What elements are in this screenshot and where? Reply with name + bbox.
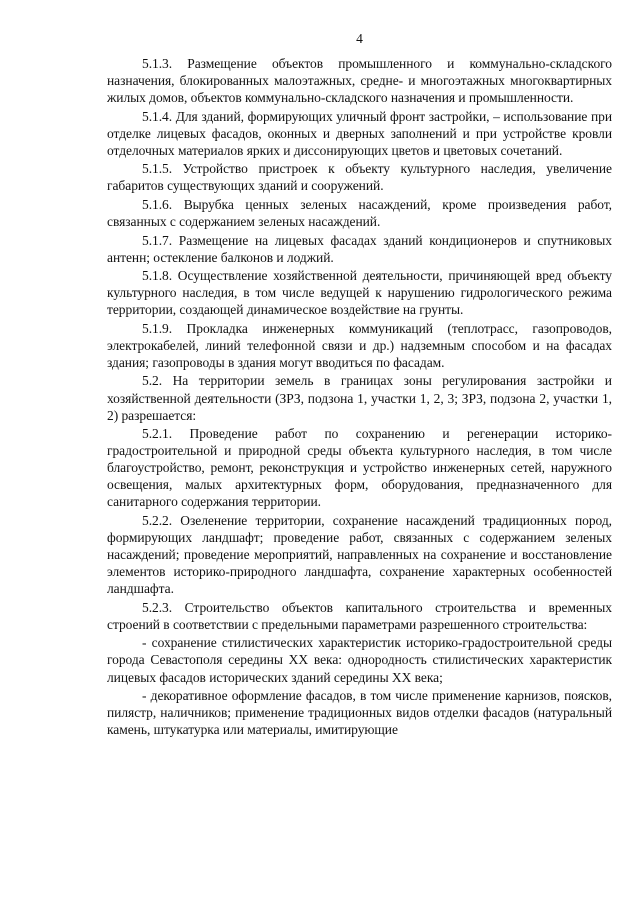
- paragraph-5-2-1: 5.2.1. Проведение работ по сохранению и регенерации историко-градостроительной и природной среды объекта культурного наследия, в том числе благоустройство, ремонт, реконструкция и устройство инженерных сетей, наружного освещения, малых архитектурных форм, оборудования, предназначенного для санитарного содержания территории.: [107, 426, 612, 510]
- paragraph-5-2: 5.2. На территории земель в границах зоны регулирования застройки и хозяйственной деятельности (ЗРЗ, подзона 1, участки 1, 2, 3; ЗРЗ, подзона 2, участки 1, 2) разрешается:: [107, 373, 612, 423]
- paragraph-5-1-6: 5.1.6. Вырубка ценных зеленых насаждений, кроме произведения работ, связанных с содержанием зеленых насаждений.: [107, 196, 612, 230]
- paragraph-5-2-2: 5.2.2. Озеленение территории, сохранение насаждений традиционных пород, формирующих ландшафт; проведение работ, связанных с содержанием зеленых насаждений; проведение мероприятий, направленных на сохранение и восстановление элементов историко-природного ландшафта, сохранение характерных особенностей ландшафта.: [107, 512, 612, 597]
- paragraph-5-1-7: 5.1.7. Размещение на лицевых фасадах зданий кондиционеров и спутниковых антенн; остекление балконов и лоджий.: [107, 232, 612, 265]
- paragraph-5-1-4: 5.1.4. Для зданий, формирующих уличный фронт застройки, – использование при отделке лицевых фасадов, оконных и дверных заполнений и при устройстве кровли отделочных материалов ярких и диссонирующих цветов и цветовых сочетаний.: [107, 108, 612, 158]
- page-number: 4: [356, 31, 363, 46]
- paragraph-5-1-5: 5.1.5. Устройство пристроек к объекту культурного наследия, увеличение габаритов существующих зданий и сооружений.: [107, 161, 612, 194]
- paragraph-5-1-9: 5.1.9. Прокладка инженерных коммуникаций (теплотрасс, газопроводов, электрокабелей, линий телефонной связи и др.) надземным способом и на фасадах здания; газопроводы в здания могут вводиться по фасадам.: [107, 320, 612, 370]
- list-item-facade-decoration: - декоративное оформление фасадов, в том числе применение карнизов, поясков, пилястр, наличников; применение традиционных видов отделки фасадов (натуральный камень, штукатурка или материалы, имитирующие: [107, 688, 612, 738]
- paragraph-5-1-8: 5.1.8. Осуществление хозяйственной деятельности, причиняющей вред объекту культурного наследия, в том числе ведущей к нарушению гидрологического режима территории, создающей динамическое воздействие на грунты.: [107, 268, 612, 318]
- list-item-style-preservation: - сохранение стилистических характеристик историко-градостроительной среды города Севастополя середины XX века: однородность стилистических характеристик лицевых фасадов исторических зданий середины XX века;: [107, 635, 612, 685]
- paragraph-5-2-3: 5.2.3. Строительство объектов капитального строительства и временных строений в соответствии с предельными параметрами разрешенного строительства:: [107, 599, 612, 632]
- paragraph-5-1-3: 5.1.3. Размещение объектов промышленного и коммунально-складского назначения, блокированных малоэтажных, средне- и многоэтажных многоквартирных жилых домов, объектов коммунально-складского назначения и промышленности.: [107, 56, 612, 106]
